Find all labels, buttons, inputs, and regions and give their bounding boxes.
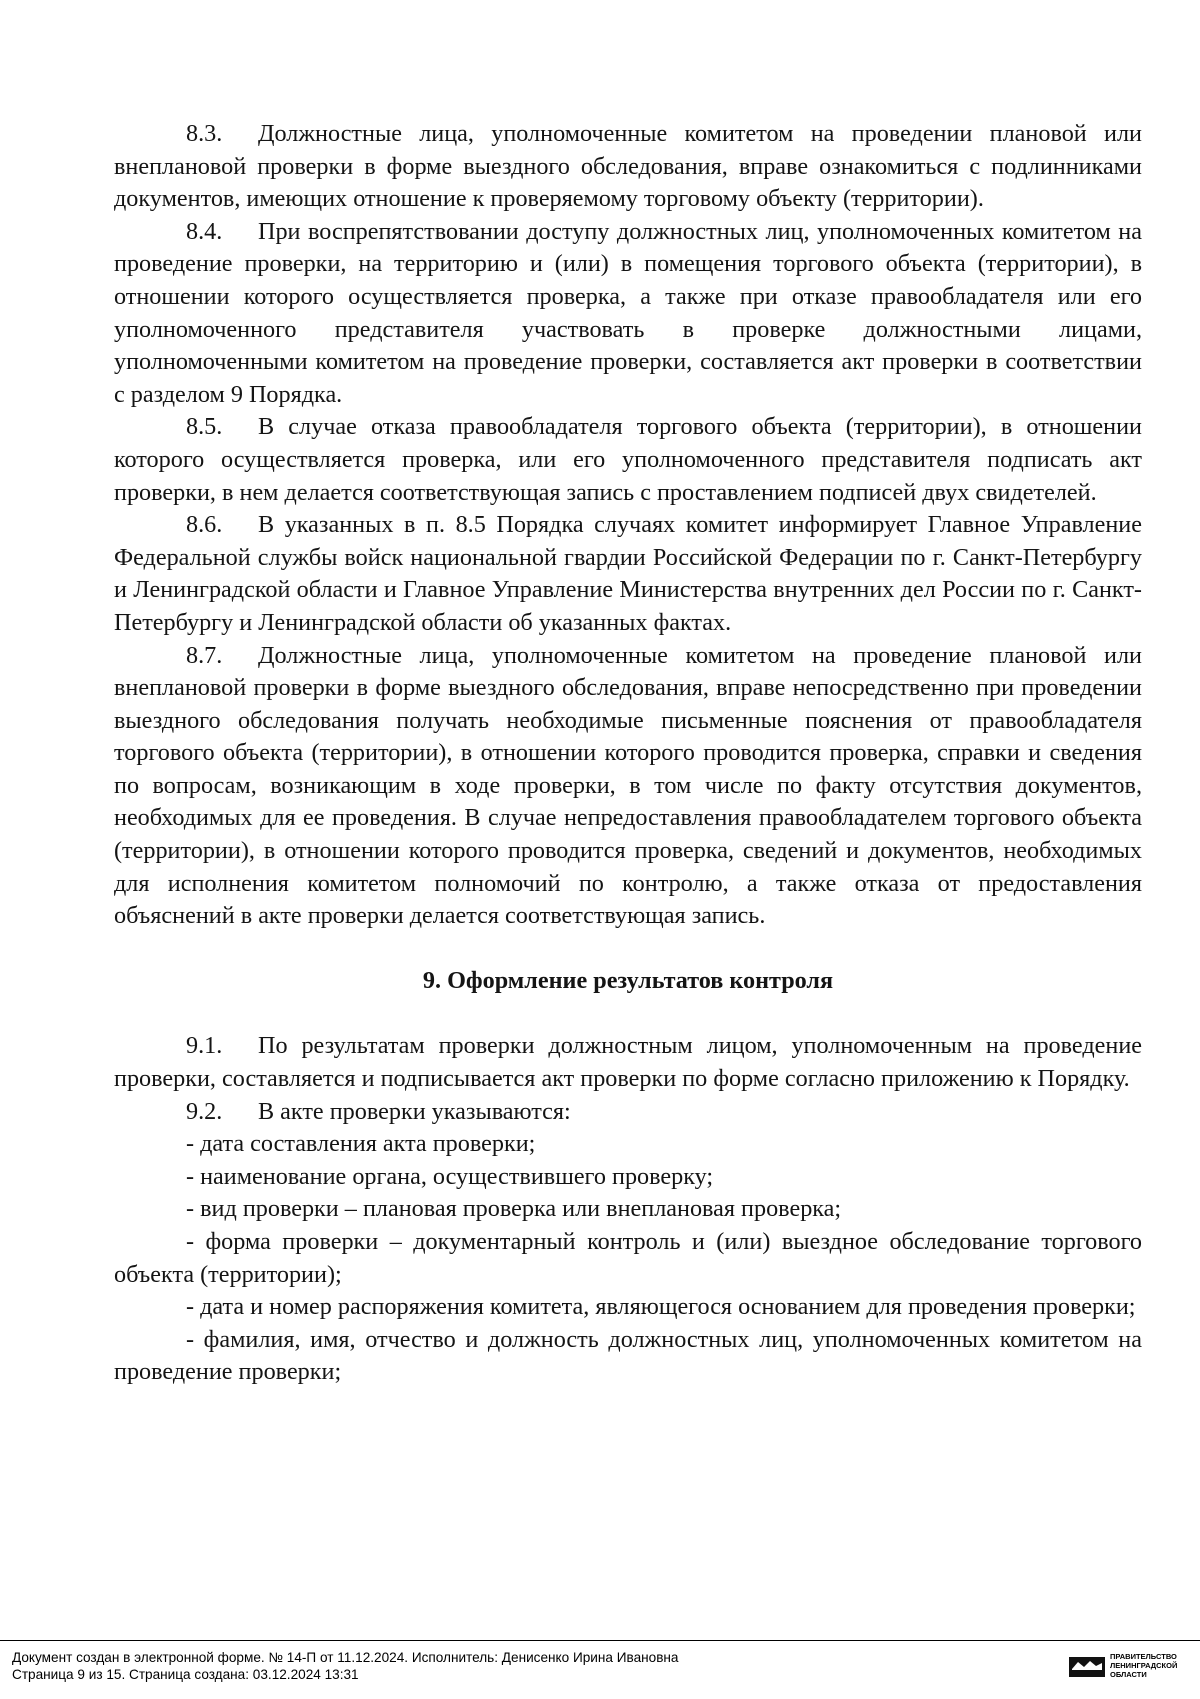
paragraph-8-4 xyxy=(114,216,1142,412)
paragraph-text: По результатам проверки должностным лицом, уполномоченным на проведение проверки, составляется и подписывается акт проверки по форме согласно приложению к Порядку. xyxy=(114,1032,1142,1093)
document-page xyxy=(114,118,1142,1389)
list-item: - фамилия, имя, отчество и должность должностных лиц, уполномоченных комитетом на проведение проверки; xyxy=(114,1325,1142,1386)
footer-text xyxy=(12,1649,679,1683)
logo-line: ОБЛАСТИ xyxy=(1110,1670,1147,1679)
coat-of-arms-icon xyxy=(1068,1655,1106,1679)
paragraph-text: При воспрепятствовании доступу должностных лиц, уполномоченных комитетом на проведение проверки, на территорию и (или) в помещения торгового объекта (территории), в отношении которого осуществляется проверка, а также при отказе правообладателя или его уполномоченного представителя участвовать в проверке должностными лицами, уполномоченными комитетом на проведение проверки, составляется акт проверки в соответствии с разделом 9 Порядка. xyxy=(114,217,1142,408)
paragraph-number: 8.7. xyxy=(186,641,223,669)
paragraph-8-5 xyxy=(114,411,1142,509)
paragraph-number: 8.4. xyxy=(186,217,223,245)
paragraph-text: В акте проверки указываются: xyxy=(258,1097,571,1125)
paragraph-text: Должностные лица, уполномоченные комитетом на проведении плановой или внеплановой проверки в форме выездного обследования, вправе ознакомиться с подлинниками документов, имеющих отношение к проверяемому торговому объекту (территории). xyxy=(114,120,1142,213)
page-footer xyxy=(0,1640,1200,1699)
footer-document-info: Документ создан в электронной форме. № 14-П от 11.12.2024. Исполнитель: Денисенко Ирина Ивановна xyxy=(12,1650,679,1665)
paragraph-9-2 xyxy=(114,1096,1142,1129)
paragraph-text: Должностные лица, уполномоченные комитетом на проведение плановой или внеплановой проверки в форме выездного обследования, вправе непосредственно при проведении выездного обследования получать необходимые письменные пояснения от правообладателя торгового объекта (территории), в отношении которого проводится проверка, справки и сведения по вопросам, возникающим в ходе проверки, в том числе по факту отсутствия документов, необходимых для ее проведения. В случае непредоставления правообладателем торгового объекта (территории), в отношении которого проводится проверка, сведений и документов, необходимых для исполнения комитетом полномочий по контролю, а также отказа от предоставления объяснений в акте проверки делается соответствующая запись. xyxy=(114,641,1142,930)
footer-page-info: Страница 9 из 15. Страница создана: 03.12.2024 13:31 xyxy=(12,1667,359,1682)
list-item: - дата составления акта проверки; xyxy=(186,1130,536,1158)
paragraph-8-7 xyxy=(114,640,1142,933)
paragraph-8-6 xyxy=(114,509,1142,639)
paragraph-8-3 xyxy=(114,118,1142,216)
paragraph-9-1 xyxy=(114,1030,1142,1095)
paragraph-number: 8.6. xyxy=(186,511,223,539)
logo-line: ЛЕНИНГРАДСКОЙ xyxy=(1110,1661,1178,1670)
list-item: - наименование органа, осуществившего проверку; xyxy=(186,1162,714,1190)
logo-caption xyxy=(1110,1652,1177,1679)
paragraph-number: 8.5. xyxy=(186,413,223,441)
paragraph-text: В указанных в п. 8.5 Порядка случаях комитет информирует Главное Управление Федеральной службы войск национальной гвардии Российской Федерации по г. Санкт-Петербургу и Ленинградской области и Главное Управление Министерства внутренних дел России по г. Санкт-Петербургу и Ленинградской области об указанных фактах. xyxy=(114,511,1142,636)
list-item: - вид проверки – плановая проверка или внеплановая проверка; xyxy=(186,1195,842,1223)
government-logo xyxy=(1068,1651,1194,1685)
paragraph-number: 9.1. xyxy=(186,1032,223,1060)
paragraph-text: В случае отказа правообладателя торгового объекта (территории), в отношении которого осуществляется проверка, или его уполномоченного представителя подписать акт проверки, в нем делается соответствующая запись с проставлением подписей двух свидетелей. xyxy=(114,413,1142,506)
logo-line: ПРАВИТЕЛЬСТВО xyxy=(1110,1652,1177,1661)
paragraph-number: 9.2. xyxy=(186,1097,223,1125)
paragraph-number: 8.3. xyxy=(186,120,223,147)
list-item: - дата и номер распоряжения комитета, являющегося основанием для проведения проверки; xyxy=(186,1293,1136,1321)
section-heading: 9. Оформление результатов контроля xyxy=(422,966,834,994)
list-item: - форма проверки – документарный контроль и (или) выездное обследование торгового объекта (территории); xyxy=(114,1228,1142,1288)
